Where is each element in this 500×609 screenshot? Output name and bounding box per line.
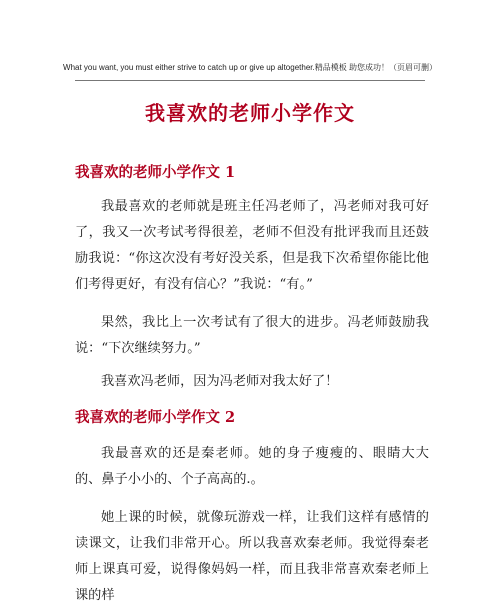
document-title: 我喜欢的老师小学作文 <box>145 101 355 125</box>
section-heading-1: 我喜欢的老师小学作文 1 <box>75 164 236 181</box>
section-heading-2: 我喜欢的老师小学作文 2 <box>75 409 236 426</box>
paragraph-1-1: 我最喜欢的老师就是班主任冯老师了，冯老师对我可好了，我又一次考试考得很差，老师不但没有批评我而且还鼓励我说：“你这次没有考好没关系，但是我下次希望你能比他们考得更好，有没有信心？”我说：“有。” <box>75 199 429 292</box>
paragraph-1-3: 我喜欢冯老师，因为冯老师对我太好了！ <box>101 374 339 389</box>
page-header: What you want, you must either strive to catch up or give up altogether.精品模板 助您成功！（页眉可删） <box>63 63 437 72</box>
paragraph-2-2: 她上课的时候，就像玩游戏一样，让我们这样有感情的读课文，让我们非常开心。所以我喜欢秦老师。我觉得秦老师上课真可爱，说得像妈妈一样，而且我非常喜欢秦老师上课的样 <box>75 510 429 603</box>
paragraph-2-1: 我最喜欢的还是秦老师。她的身子瘦瘦的、眼睛大大的、鼻子小小的、个子高高的.。 <box>75 446 429 487</box>
paragraph-1-2: 果然，我比上一次考试有了很大的进步。冯老师鼓励我说：“下次继续努力。” <box>75 315 429 356</box>
header-divider <box>75 80 425 81</box>
